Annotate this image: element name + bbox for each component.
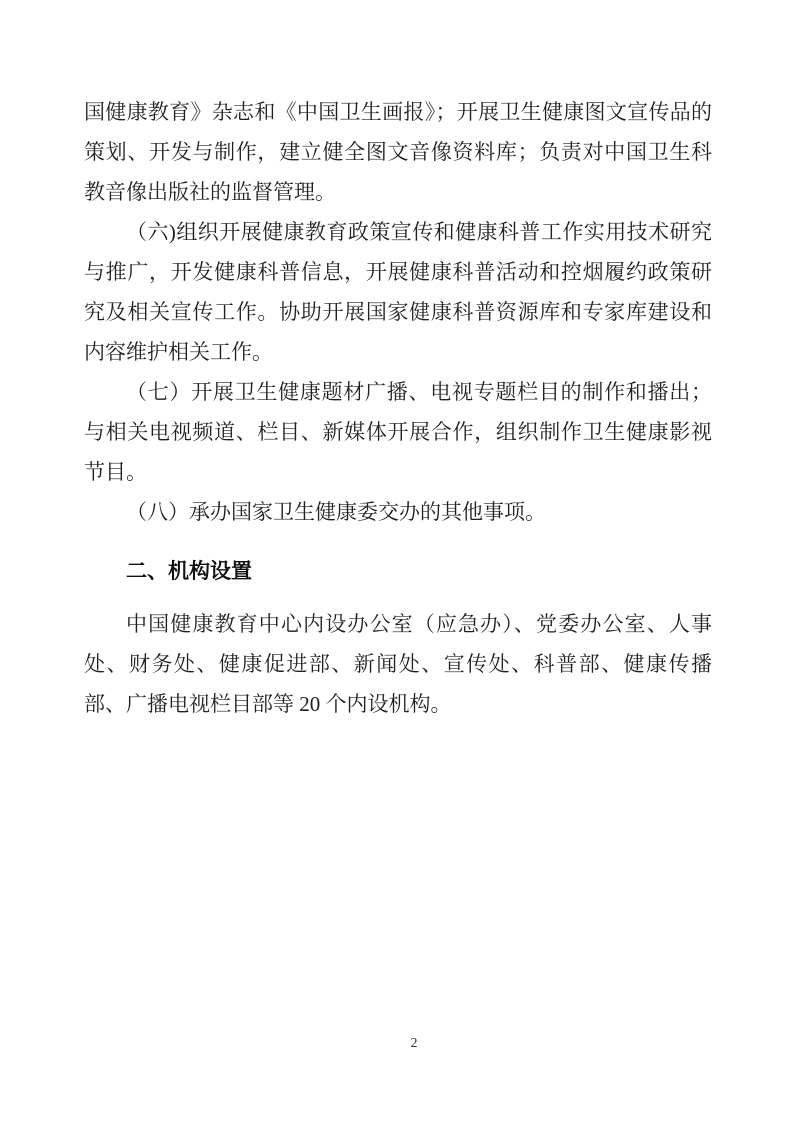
paragraph-organization-list: 中国健康教育中心内设办公室（应急办）、党委办公室、人事处、财务处、健康促进部、新闻处、宣传处、科普部、健康传播部、广播电视栏目部等 20 个内设机构。 xyxy=(84,612,712,716)
paragraph-item-seven: （七）开展卫生健康题材广播、电视专题栏目的制作和播出；与相关电视频道、栏目、新媒体开展合作，组织制作卫生健康影视节目。 xyxy=(84,380,712,484)
page-number: 2 xyxy=(410,1036,418,1051)
section-heading-organization-setup: 二、机构设置 xyxy=(126,560,252,583)
page-footer xyxy=(0,1034,794,1053)
paragraph-item-six: （六)组织开展健康教育政策宣传和健康科普工作实用技术研究与推广，开发健康科普信息，开展健康科普活动和控烟履约政策研究及相关宣传工作。协助开展国家健康科普资源库和专家库建设和内容维护相关工作。 xyxy=(84,220,712,364)
paragraph-continuation: 国健康教育》杂志和《中国卫生画报》；开展卫生健康图文宣传品的策划、开发与制作，建立健全图文音像资料库；负责对中国卫生科教音像出版社的监督管理。 xyxy=(84,100,712,204)
paragraph-item-eight: （八）承办国家卫生健康委交办的其他事项。 xyxy=(126,500,546,524)
document-body xyxy=(84,92,712,724)
